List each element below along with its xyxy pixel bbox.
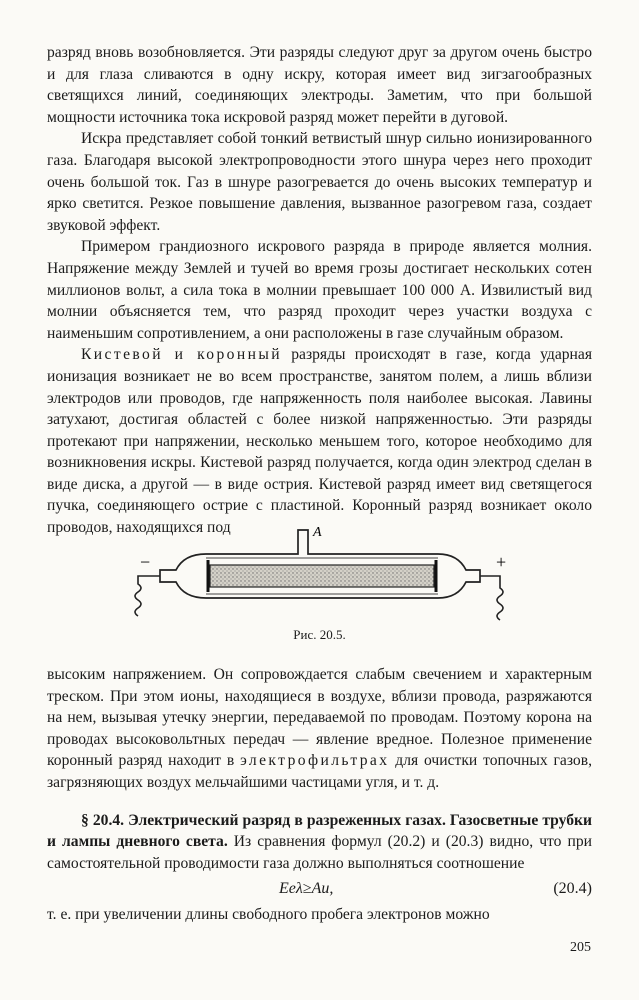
text-block-top <box>47 42 592 539</box>
section-text: Из сравнения формул (20.2) и (20.3) видно, что при самостоятельной проводимости газа должно выполняться соотношение <box>47 833 592 872</box>
paragraph: Примером грандиозного искрового разряда в природе является молния. Напряжение между Землей и тучей во время грозы достигает нескольких сотен миллионов вольт, а сила тока в молнии превышает 100 000 А. Извилистый вид молнии объясняется тем, что разряд проходит через участки воздуха с наименьшим сопротивлением, а они расположены в газе случайным образом. <box>47 238 592 342</box>
paragraph-corona <box>47 664 592 794</box>
section-heading: § 20.4. Электрический разряд в разреженных газах. Газосветные трубки и лампы дневного света. <box>47 811 592 851</box>
right-wire <box>480 576 503 620</box>
paragraph-last: т. е. при увеличении длины свободного пробега электронов можно <box>47 906 490 924</box>
figure-gas-tube <box>120 524 520 632</box>
paragraph-rest: разряды происходят в газе, когда ударная ионизация возникает не во всем пространстве, занятом полем, а лишь вблизи электродов или проводов, где напряженность поля наиболее высокая. Лавины затухают, достигая областей с более низкой напряженностью. Эти разряды протекают при напряжении, несколько меньшем того, которое необходимо для возникновения искры. Кистевой разряд получается, когда один электрод сделан в виде диска, а другой — в виде острия. Кистевой разряд имеет вид светящегося пучка, соединяющего острие с пластиной. Коронный разряд возникает около проводов, находящихся под <box>47 346 592 537</box>
label-a: A <box>313 525 322 540</box>
discharge-glow <box>210 565 434 587</box>
equation-formula: Eeλ≥Aи, <box>279 880 334 898</box>
equation-number: (20.4) <box>553 880 592 898</box>
spaced-term: Кистевой и коронный <box>81 346 282 364</box>
paragraph-part: для очистки топочных газов, загрязняющих воздух мельчайшими частицами угля, и т. д. <box>47 752 592 791</box>
paragraph: разряд вновь возобновляется. Эти разряды следуют друг за другом очень быстро и для глаза сливаются в одну искру, которая имеет вид зигзагообразных светящихся линий, соединяющих электроды. Заметим, что при большой мощности источника тока искровой разряд может перейти в дуговой. <box>47 44 592 126</box>
paragraph-brush-corona <box>47 344 592 538</box>
page-number: 205 <box>570 940 591 955</box>
paragraph-part: высоким напряжением. Он сопровождается слабым свечением и характерным треском. При этом ионы, находящиеся в воздухе, вблизи провода, разряжаются на нем, вызывая утечку энергии, передаваемой по проводам. Поэтому корона на проводах высоковольтных передач — явление вредное. Полезное применение коронный разряд находит в <box>47 666 592 770</box>
left-wire <box>135 576 160 616</box>
paragraph: Искра представляет собой тонкий ветвистый шнур сильно ионизированного газа. Благодаря высокой электропроводности этого шнура через него проходит очень большой ток. Газ в шнуре разогревается до очень высоких температур и ярко светится. Резкое повышение давления, вызванное разогревом газа, создает звуковой эффект. <box>47 130 592 234</box>
text-block-bottom <box>47 664 592 926</box>
section-paragraph <box>47 810 592 875</box>
equation-row <box>47 876 592 902</box>
label-plus: + <box>496 552 507 572</box>
figure-caption: Рис. 20.5. <box>293 627 346 642</box>
spaced-term: электрофильтрах <box>240 752 390 770</box>
label-minus: − <box>140 552 151 572</box>
